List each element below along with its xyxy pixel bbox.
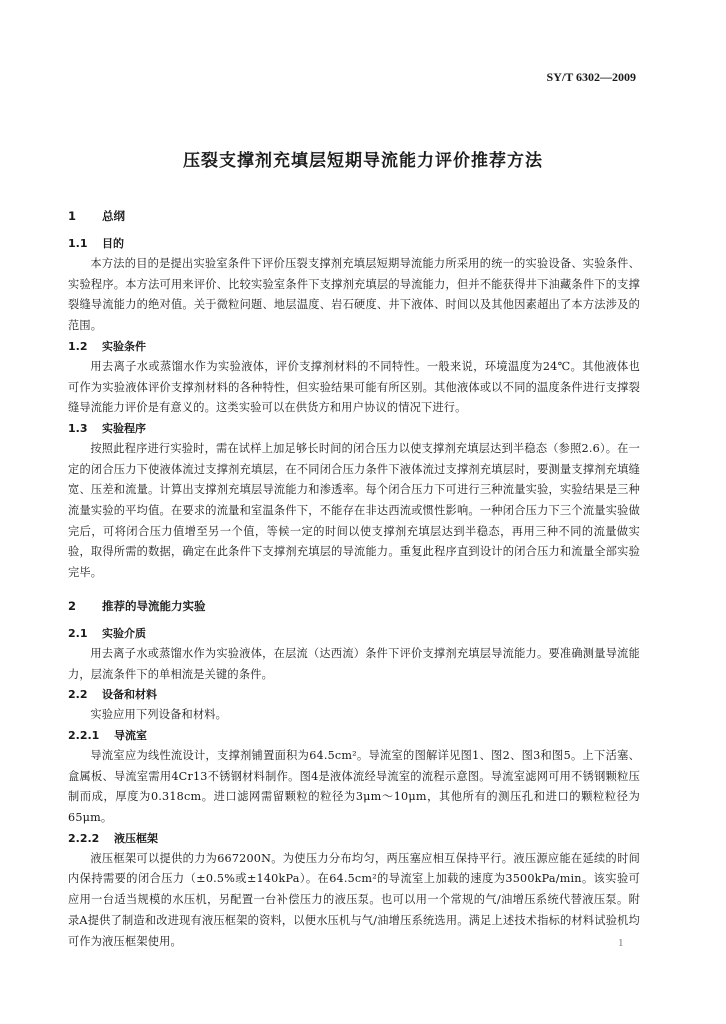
section-heading-1-1 xyxy=(68,234,640,254)
section-title: 总纲 xyxy=(102,209,125,223)
section-title: 目的 xyxy=(102,237,124,250)
paragraph-1-3: 按照此程序进行实验时，需在试样上加足够长时间的闭合压力以使支撑剂充填层达到半稳态（参照2.6）。在一定的闭合压力下使液体流过支撑剂充填层，在不同闭合压力条件下液体流过支撑剂充填层时，要测量支撑剂充填缝宽、压差和流量。计算出支撑剂充填层导流能力和渗透率。每个闭合压力下可进行三种流量实验，实验结果是三种流量实验的平均值。在要求的流量和室温条件下，不能存在非达西流或惯性影响。一种闭合压力下三个流量实验做完后，可将闭合压力值增至另一个值，等候一定的时间以使支撑剂充填层达到半稳态，再用三种不同的流量做实验，取得所需的数据，确定在此条件下支撑剂充填层的导流能力。重复此程序直到设计的闭合压力和流量全部实验完毕。 xyxy=(68,441,640,580)
section-title: 导流室 xyxy=(114,728,147,742)
section-number: 2.1 xyxy=(68,626,88,640)
section-number: 1.2 xyxy=(68,339,88,353)
section-title: 液压框架 xyxy=(114,831,158,845)
paragraph-2-2-2: 液压框架可以提供的力为667200N。为使压力分布均匀，两压塞应相互保持平行。液压源应能在延续的时间内保持需要的闭合压力（±0.5%或±140kPa）。在64.5cm²的导流室上加载的速度为3500kPa/min。该实验可应用一台适当规模的水压机，另配置一台补偿压力的液压泵。也可以用一个常规的气/油增压系统代替液压泵。附录A提供了制造和改进现有液压框架的资料，以便水压机与气/油增压系统选用。满足上述技术指标的材料试验机均可作为液压框架使用。 xyxy=(68,851,640,948)
section-title: 实验条件 xyxy=(102,339,146,353)
section-number: 2.2.1 xyxy=(68,728,100,742)
standard-code: SY/T 6302—2009 xyxy=(546,70,636,84)
document-title: 压裂支撑剂充填层短期导流能力评价推荐方法 xyxy=(183,151,543,171)
paragraph-1-2: 用去离子水或蒸馏水作为实验液体，评价支撑剂材料的不同特性。一般来说，环境温度为24℃。其他液体也可作为实验液体评价支撑剂材料的各种特性，但实验结果可能有所区别。其他液体或以不同的温度条件进行支撑裂缝导流能力评价是有意义的。这类实验可以在供货方和用户协议的情况下进行。 xyxy=(68,359,640,415)
paragraph-1-1: 本方法的目的是提出实验室条件下评价压裂支撑剂充填层短期导流能力所采用的统一的实验设备、实验条件、实验程序。本方法可用来评价、比较实验室条件下支撑剂充填层的导流能力，但并不能获得井下油藏条件下的支撑裂缝导流能力的绝对值。关于微粒问题、地层温度、岩石硬度、井下液体、时间以及其他因素超出了本方法涉及的范围。 xyxy=(68,257,640,333)
section-heading-2-2-1 xyxy=(68,726,640,746)
section-heading-1-2 xyxy=(68,337,640,357)
section-heading-1 xyxy=(68,206,640,226)
section-title: 实验程序 xyxy=(102,421,146,435)
paragraph-2-2: 实验应用下列设备和材料。 xyxy=(90,708,228,722)
section-number: 1.1 xyxy=(68,237,88,250)
section-number: 2 xyxy=(68,598,77,613)
section-heading-2-2-2 xyxy=(68,829,640,849)
section-heading-2-1 xyxy=(68,624,640,644)
section-number: 1 xyxy=(68,209,77,223)
section-number: 2.2 xyxy=(68,688,88,702)
paragraph-2-1: 用去离子水或蒸馏水作为实验液体，在层流（达西流）条件下评价支撑剂充填层导流能力。要准确测量导流能力，层流条件下的单相流是关键的条件。 xyxy=(68,646,640,681)
section-heading-1-3 xyxy=(68,419,640,439)
section-heading-2 xyxy=(68,596,640,616)
section-number: 2.2.2 xyxy=(68,831,100,845)
section-title: 设备和材料 xyxy=(102,688,157,702)
section-title: 实验介质 xyxy=(102,626,146,640)
section-number: 1.3 xyxy=(68,421,88,435)
section-title: 推荐的导流能力实验 xyxy=(102,598,206,613)
section-heading-2-2 xyxy=(68,685,640,705)
document-body xyxy=(68,206,640,952)
page-number: 1 xyxy=(618,937,624,949)
paragraph-2-2-1: 导流室应为线性流设计，支撑剂铺置面积为64.5cm²。导流室的图解详见图1、图2、图3和图5。上下活塞、盒属板、导流室需用4Cr13不锈钢材料制作。图4是液体流经导流室的流程示意图。导流室滤网可用不锈钢颗粒压制而成，厚度为0.318cm。进口滤网需留颗粒的粒径为3μm～10μm，其他所有的测压孔和进口的颗粒粒径为65μm。 xyxy=(68,748,640,825)
